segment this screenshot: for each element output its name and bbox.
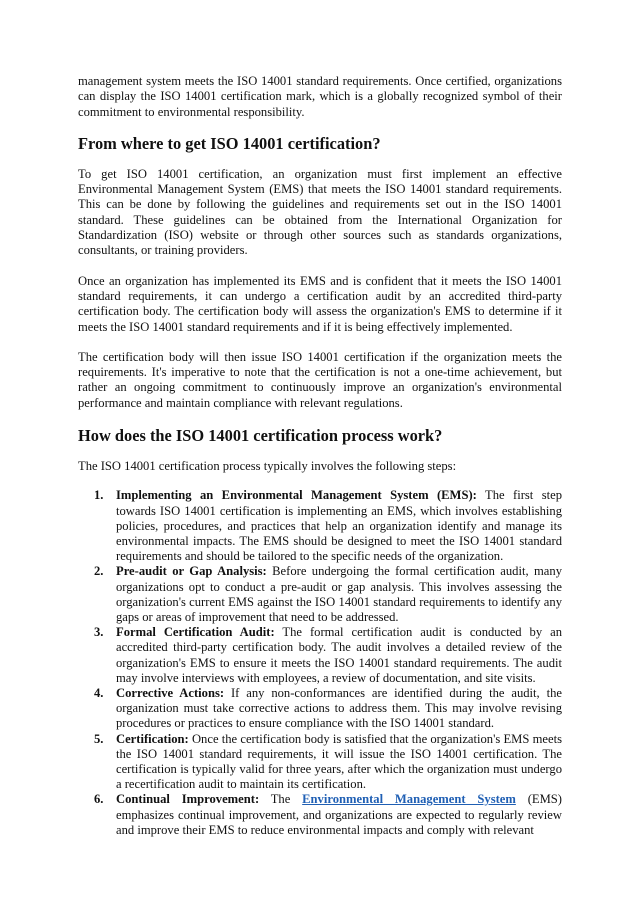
step-text: The first step towards ISO 14001 certification is implementing an EMS, which involves establishing policies, procedures, and practices that help an organization identify and manage its environmental impacts. The EMS should be designed to meet the ISO 14001 standard requirements and should be tailored to the specific needs of the organization. xyxy=(116,488,562,564)
ems-link[interactable]: Environmental Management System xyxy=(302,792,516,807)
step-text-before-link: The xyxy=(259,792,303,807)
step-text: Once the certification body is satisfied that the organization's EMS meets the ISO 14001 standard requirements, it will issue the ISO 14001 certification. The certification is typically valid for three years, after which the organization must undergo a recertification audit to maintain its certification. xyxy=(116,731,562,792)
steps-list xyxy=(78,488,562,838)
step-text-after-link: (EMS) emphasizes continual improvement, and organizations are expected to regularly review and improve their EMS to reduce environmental impacts and comply with relevant xyxy=(116,792,562,837)
step-term: Implementing an Environmental Management System (EMS): xyxy=(116,488,477,503)
document-body xyxy=(78,74,562,838)
step-number: 6. xyxy=(94,792,104,807)
step-number: 4. xyxy=(94,685,104,700)
step-number: 2. xyxy=(94,564,104,579)
steps-lead-paragraph: The ISO 14001 certification process typically involves the following steps: xyxy=(78,459,457,474)
step-term: Corrective Actions: xyxy=(116,685,225,700)
paragraph: To get ISO 14001 certification, an organization must first implement an effective Environmental Management System (EMS) that meets the ISO 14001 standard requirements. This can be done by following the guidelines and requirements set out in the ISO 14001 standard. These guidelines can be obtained from the International Organization for Standardization (ISO) website or through other sources such as standards organizations, consultants, or training providers. xyxy=(78,166,562,258)
step-term: Certification: xyxy=(116,731,189,746)
step-number: 3. xyxy=(94,625,104,640)
list-item xyxy=(94,792,562,838)
list-item xyxy=(94,488,562,564)
step-text: The formal certification audit is conducted by an accredited third-party certification body. The audit involves a detailed review of the organization's EMS to ensure it meets the ISO 14001 standard requirements. The audit may involve interviews with employees, a review of documentation, and site visits. xyxy=(116,625,563,685)
list-item xyxy=(94,731,562,793)
paragraph: The certification body will then issue ISO 14001 certification if the organization meets the requirements. It's imperative to note that the certification is not a one-time achievement, but rather an ongoing commitment to continuously improve an organization's environmental performance and maintain compliance with relevant regulations. xyxy=(78,349,562,410)
step-text: If any non-conformances are identified during the audit, the organization must take corrective actions to address them. This may involve revising procedures or practices to ensure compliance with the ISO 14001 standard. xyxy=(116,685,562,731)
step-term: Continual Improvement: xyxy=(116,792,260,807)
list-item xyxy=(94,685,562,732)
step-term: Pre-audit or Gap Analysis: xyxy=(116,564,267,579)
step-number: 5. xyxy=(94,731,104,746)
step-term: Formal Certification Audit: xyxy=(116,625,275,640)
list-item xyxy=(94,625,563,686)
section-heading-process: How does the ISO 14001 certification process work? xyxy=(78,426,443,446)
section-heading-where-to-get: From where to get ISO 14001 certification? xyxy=(78,133,381,153)
step-number: 1. xyxy=(94,488,104,503)
list-item xyxy=(94,564,562,625)
step-text: Before undergoing the formal certification audit, many organizations opt to conduct a pre-audit or gap analysis. This involves assessing the organization's current EMS against the ISO 14001 standard requirements to identify any gaps or areas of improvement that need to be addressed. xyxy=(116,564,562,624)
intro-paragraph: management system meets the ISO 14001 standard requirements. Once certified, organizations can display the ISO 14001 certification mark, which is a globally recognized symbol of their commitment to environmental responsibility. xyxy=(78,74,562,119)
paragraph: Once an organization has implemented its EMS and is confident that it meets the ISO 14001 standard requirements, it can undergo a certification audit by an accredited third-party certification body. The certification body will assess the organization's EMS to determine if it meets the ISO 14001 standard requirements and if it is being effectively implemented. xyxy=(78,273,562,334)
